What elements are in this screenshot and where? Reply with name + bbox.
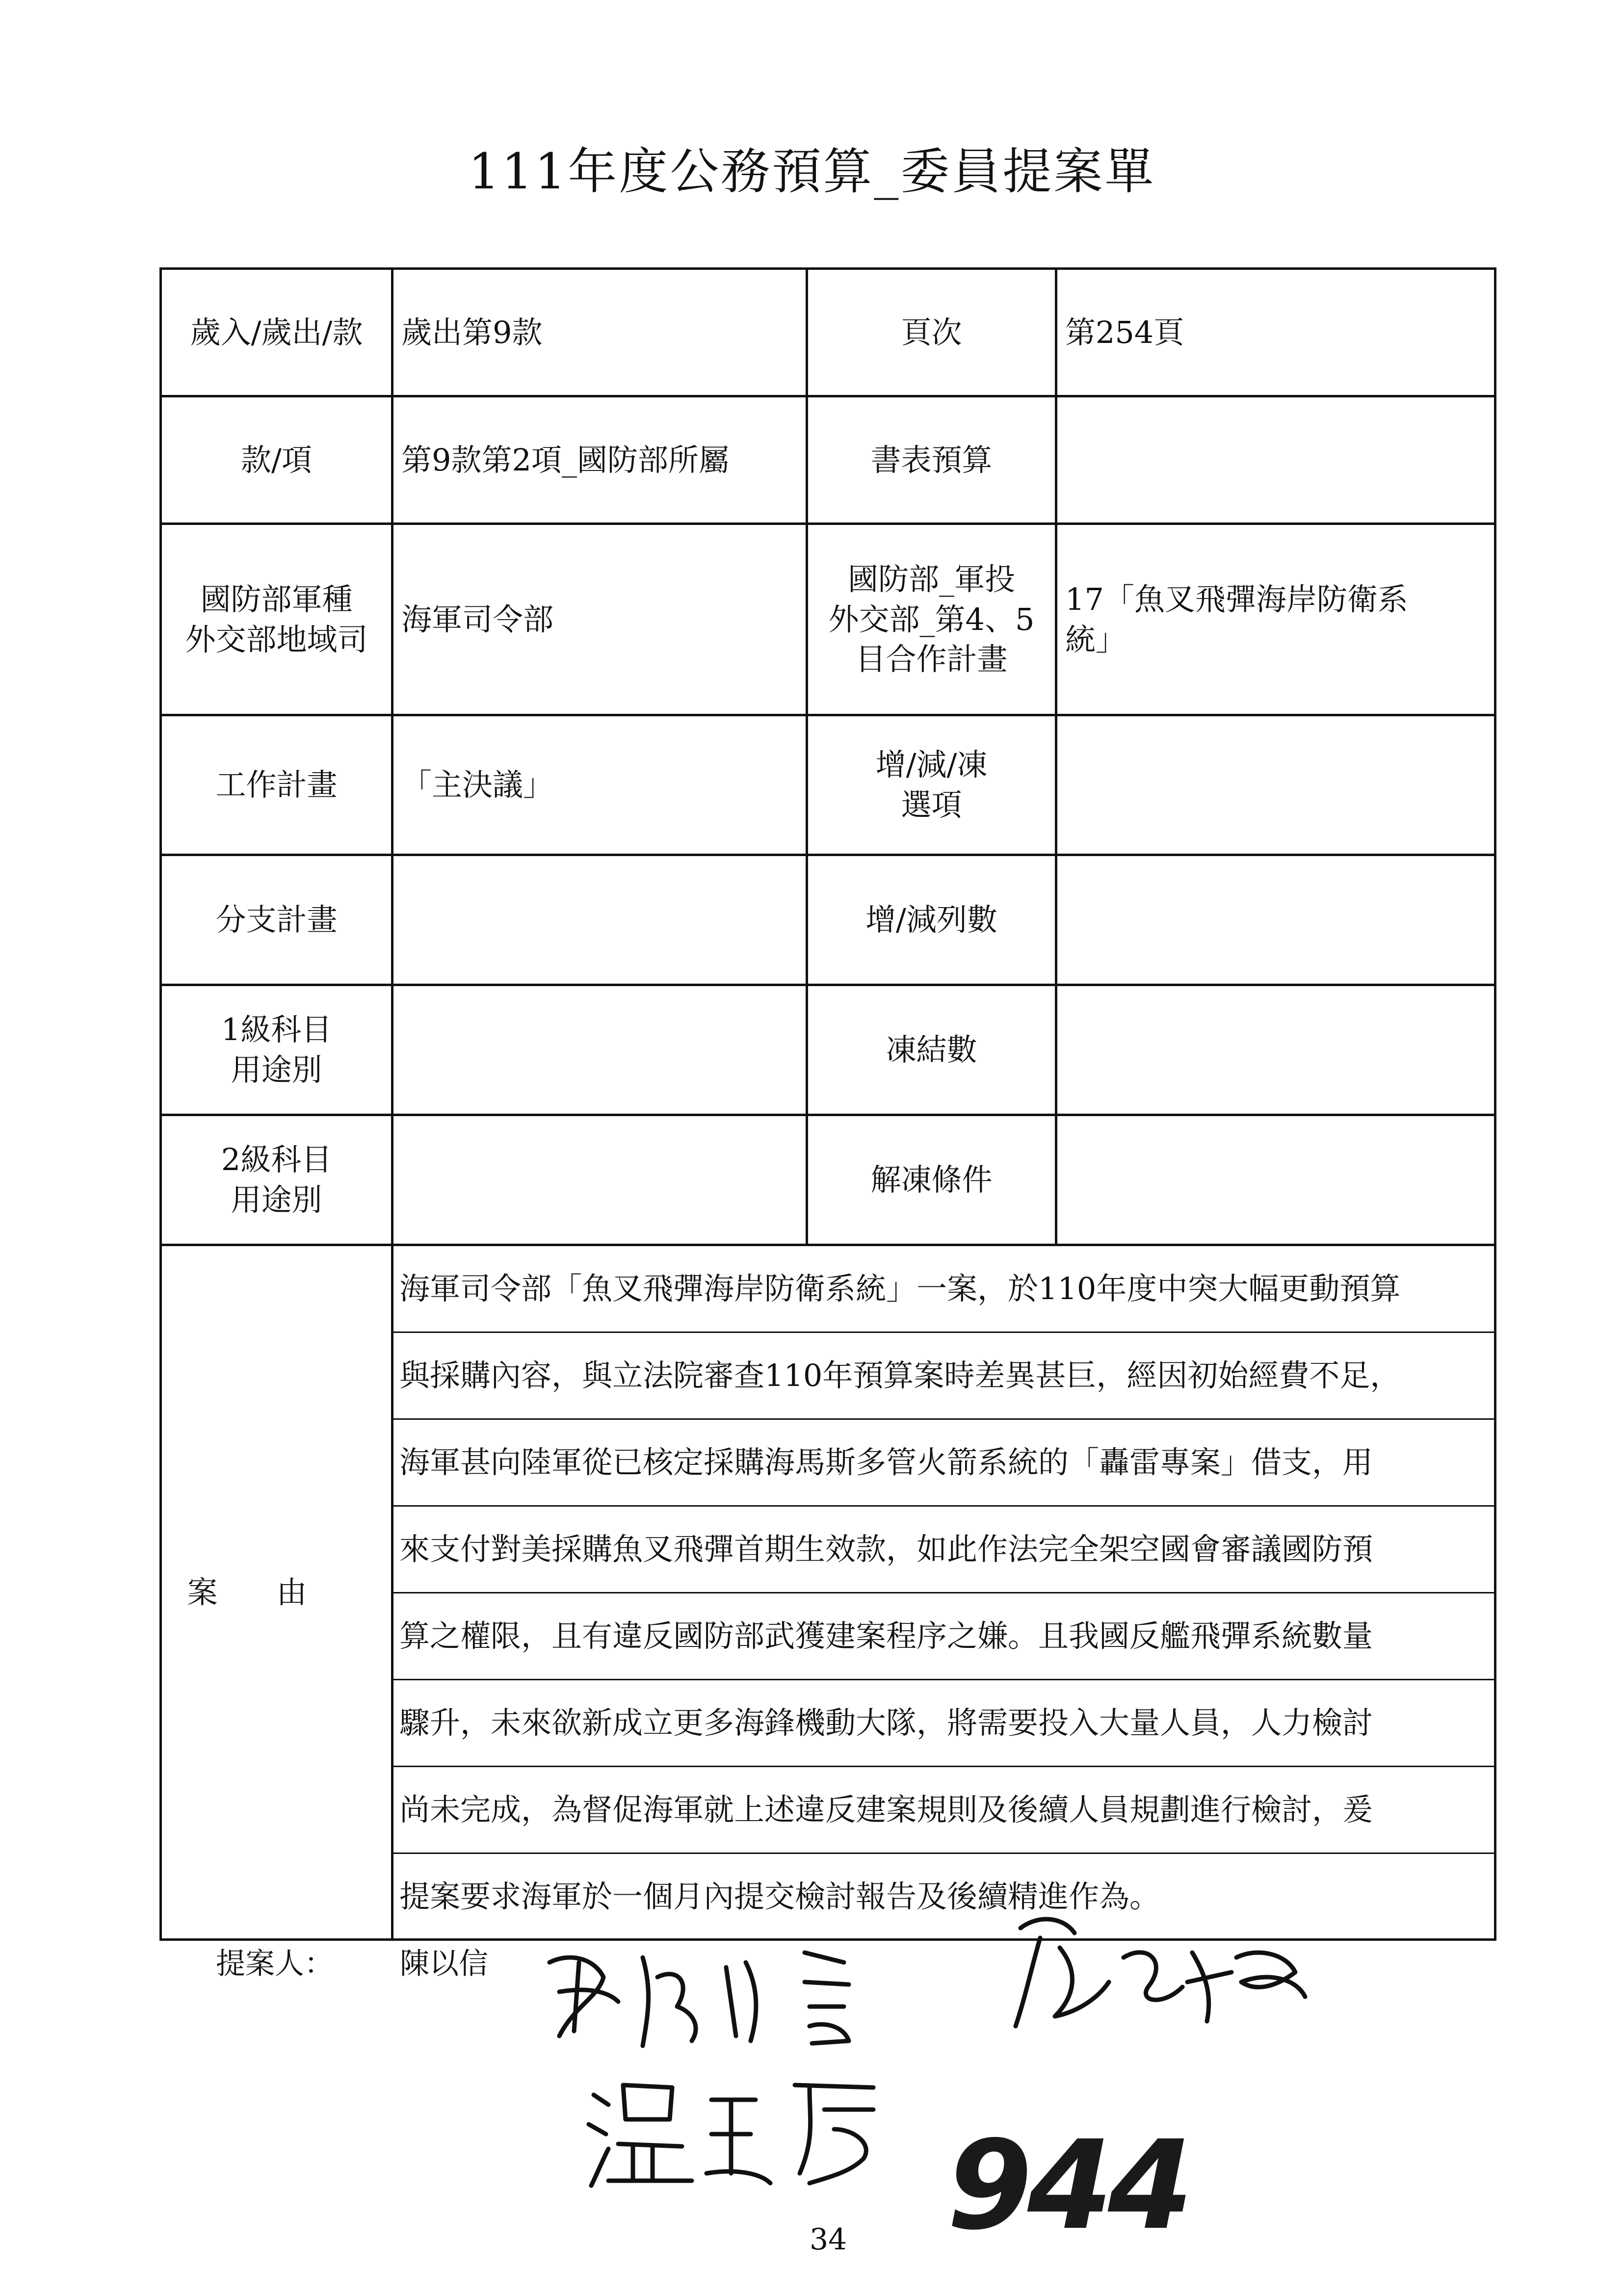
field-value: 「主決議」 — [393, 715, 807, 855]
handwritten-signature — [579, 2061, 913, 2198]
label-line: 國防部_軍投 — [847, 561, 1015, 597]
field-label: 款/項 — [161, 396, 393, 524]
field-label: 頁次 — [807, 269, 1056, 396]
label-line: 國防部軍種 — [200, 581, 353, 617]
reason-line: 提案要求海軍於一個月內提交檢討報告及後續精進作為。 — [399, 1879, 1160, 1914]
form-row — [161, 269, 1495, 396]
form-row — [161, 985, 1495, 1115]
label-line: 目合作計畫 — [855, 641, 1008, 678]
field-value: 第254頁 — [1056, 269, 1495, 396]
label-line: 用途別 — [231, 1052, 322, 1088]
label-line: 2級科目 — [221, 1142, 332, 1178]
reason-line: 來支付對美採購魚叉飛彈首期生效款，如此作法完全架空國會審議國防預 — [393, 1507, 1494, 1593]
value-line: 統」 — [1065, 621, 1126, 657]
reason-line: 海軍甚向陸軍從已核定採購海馬斯多管火箭系統的「轟雷專案」借支，用 — [393, 1420, 1494, 1507]
field-value — [393, 985, 807, 1115]
form-row — [161, 715, 1495, 855]
page-number: 34 — [810, 2222, 847, 2257]
field-value — [1056, 715, 1495, 855]
field-value — [1056, 1115, 1495, 1245]
form-row — [161, 396, 1495, 524]
field-label — [807, 715, 1056, 855]
form-row — [161, 524, 1495, 715]
label-line: 外交部地域司 — [185, 621, 368, 657]
field-value — [1056, 985, 1495, 1115]
reason-line: 算之權限，且有違反國防部武獲建案程序之嫌。且我國反艦飛彈系統數量 — [393, 1593, 1494, 1680]
reason-text — [393, 1245, 1495, 1940]
proposer-label: 提案人： — [216, 1947, 334, 1981]
field-label: 工作計畫 — [161, 715, 393, 855]
field-label: 增/減列數 — [807, 855, 1056, 985]
label-line: 增/減/凍 — [875, 747, 988, 783]
reason-line: 驟升，未來欲新成立更多海鋒機動大隊，將需要投入大量人員，人力檢討 — [393, 1680, 1494, 1767]
field-value: 第9款第2項_國防部所屬 — [393, 396, 807, 524]
field-value: 歲出第9款 — [393, 269, 807, 396]
field-label — [161, 1115, 393, 1245]
field-label: 歲入/歲出/款 — [161, 269, 393, 396]
reason-line: 與採購內容，與立法院審查110年預算案時差異甚巨，經因初始經費不足， — [393, 1333, 1494, 1420]
label-line: 1級科目 — [221, 1012, 332, 1048]
field-label: 凍結數 — [807, 985, 1056, 1115]
field-value — [393, 855, 807, 985]
label-line: 選項 — [901, 787, 962, 823]
field-label — [161, 524, 393, 715]
field-value: 海軍司令部 — [393, 524, 807, 715]
field-value — [1056, 396, 1495, 524]
reason-line: 海軍司令部「魚叉飛彈海岸防衛系統」一案，於110年度中突大幅更動預算 — [393, 1246, 1494, 1333]
value-line: 17「魚叉飛彈海岸防衛系 — [1065, 581, 1408, 617]
reason-label: 案由 — [161, 1245, 393, 1940]
form-row — [161, 855, 1495, 985]
field-label — [807, 524, 1056, 715]
stamp-number: 944 — [947, 2114, 1188, 2257]
handwritten-signature — [1001, 1899, 1315, 2046]
field-value — [393, 1115, 807, 1245]
proposal-form-table — [159, 267, 1496, 1941]
field-value — [1056, 855, 1495, 985]
form-row — [161, 1115, 1495, 1245]
label-line: 外交部_第4、5 — [828, 601, 1035, 637]
page-title: 111年度公務預算_委員提案單 — [468, 143, 1156, 200]
reason-row — [161, 1245, 1495, 1940]
field-label — [161, 985, 393, 1115]
label-line: 用途別 — [231, 1182, 322, 1218]
handwritten-signature — [530, 1933, 932, 2056]
field-value — [1056, 524, 1495, 715]
proposer-name: 陳以信 — [400, 1947, 488, 1981]
field-label: 解凍條件 — [807, 1115, 1056, 1245]
field-label: 分支計畫 — [161, 855, 393, 985]
reason-line: 尚未完成，為督促海軍就上述違反建案規則及後續人員規劃進行檢討，爰 — [393, 1767, 1494, 1854]
field-label: 書表預算 — [807, 396, 1056, 524]
